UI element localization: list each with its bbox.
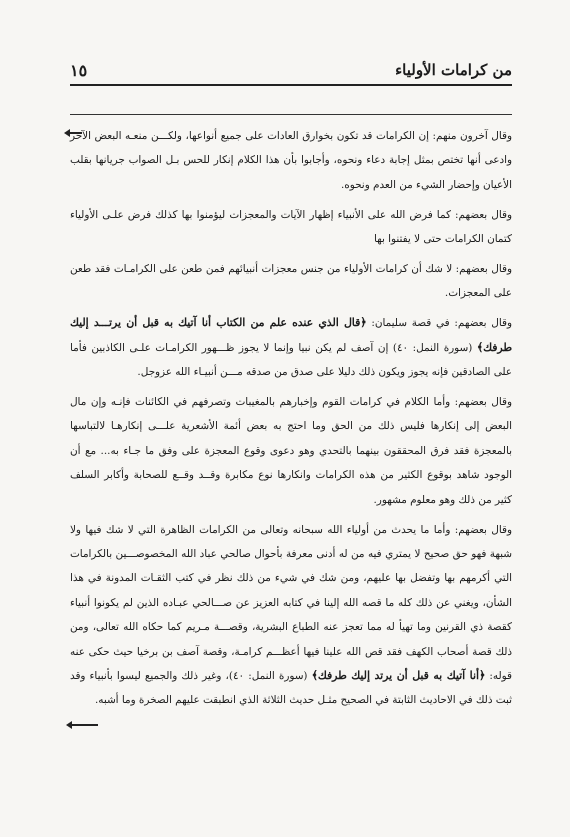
page-number: ١٥	[70, 60, 88, 80]
paragraph-2: وقال بعضهم: كما فرض الله على الأنبياء إظهار الآيات والمعجزات ليؤمنوا بها كذلك فرض علـى الأولياء كتمان الكرامات حتى لا يفتنوا بها	[70, 208, 512, 246]
continuation-arrow-icon	[66, 720, 98, 730]
paragraph-5: وقال بعضهم: وأما الكلام في كرامات القوم وإخبارهم بالمغيبات وتصرفهم في الكائنات فإنـه وإن مال البعض إلى إنكارها فليس ذلك من الحق وما احتج به بعض أئمة الأشعرية علـــى إنكارهـا لالتباسها بالمعجزة فقد فرق المحققون بينهما بالتحدي وهو دعوى وقوع المعجزة على وفق ما جـاء به... مع أن الوجود شاهد بوقوع الكثير من هذه الكرامات وانكارها نوع مكابرة وقــد وقــع للصحابة وأكابر السلف كثير من ذلك وهو معلوم مشهور.	[70, 396, 512, 506]
running-title: من كرامات الأولياء	[395, 61, 512, 79]
paragraph-3: وقال بعضهم: لا شك أن كرامات الأولياء من جنس معجزات أنبيائهم فمن طعن على الكرامـات فقد طعن على المعجزات.	[70, 263, 512, 300]
paragraph-4-rest: (سورة النمل: ٤٠) إن آصف لم يكن نبيا وإنما لا يجوز ظـــهور الكرامـات علـى الكاذبين فأما على الصادقين فإنه يجوز ويكون ذلك دليلا على صدق من صدقه مـــن أنبيـاء الله عزوجل.	[70, 341, 512, 379]
paragraph-4-intro: وقال بعضهم: في قصة سليمان:	[366, 317, 512, 330]
paragraph-4	[70, 311, 512, 384]
paragraph-6	[70, 518, 512, 713]
paragraph-6-rest: (سورة النمل: ٤٠)، وغير ذلك والجميع ليسوا بأنبياء وقد ثبت ذلك في الاحاديث الثابتة في الصحيح مثـل حديث الثلاثة الذي انطبقت عليهم الصخرة وما أشبه.	[70, 670, 512, 707]
paragraph-6-intro: وقال بعضهم: وأما ما يحدث من أولياء الله سبحانه وتعالى من الكرامات الظاهرة التي لا شك فيها ولا شبهة فهو حق صحيح لا يمتري فيه من له أدنى معرفة بأحوال صالحي عباد الله المخصوصـــين بالكرامات التي أكرمهم بها وتفضل بها عليهم، ومن شك في شيء من ذلك نظر في كتب الثقـات المدونة في هذا الشأن، ويغني عن ذلك كله ما قصه الله إلينا في كتابه العزيز عن صـــالحي عبـاده الذين لم يكونوا أنبياء كقصة ذي القرنين وما تهيأ له مما تعجز عنه الطباع البشرية، وقصـــة مـريم كما حكاه الله تعالى، ومن ذلك قصة أصحاب الكهف فقد قص الله علينا فيها أعظـــم كرامـة، وقصة آصف بن برخيا حيث حكى عنه قوله:	[70, 523, 512, 683]
paragraph-1: وقال آخرون منهم: إن الكرامات قد تكون بخوارق العادات على جميع أنواعها، ولكـــن منعـه البعض الآخر وادعى أنها تختص بمثل إجابة دعاء ونحوه، وأجابوا بأن هذا الكلام إنكار للحس بـل الصواب جريانها بقلب الأعيان وإحضار الشيء من العدم ونحوه.	[70, 130, 512, 191]
page-body	[70, 124, 512, 713]
header-rule	[70, 84, 512, 86]
quran-quote: ﴿قال الذي عنده علم من الكتاب أنا آتيك به قبل أن يرتـــد إليك طرفك﴾	[70, 316, 512, 354]
page-header	[70, 58, 512, 82]
quran-quote: ﴿أنا آتيك به قبل أن يرتد إليك طرفك﴾	[311, 669, 486, 683]
content-rule	[70, 114, 512, 115]
